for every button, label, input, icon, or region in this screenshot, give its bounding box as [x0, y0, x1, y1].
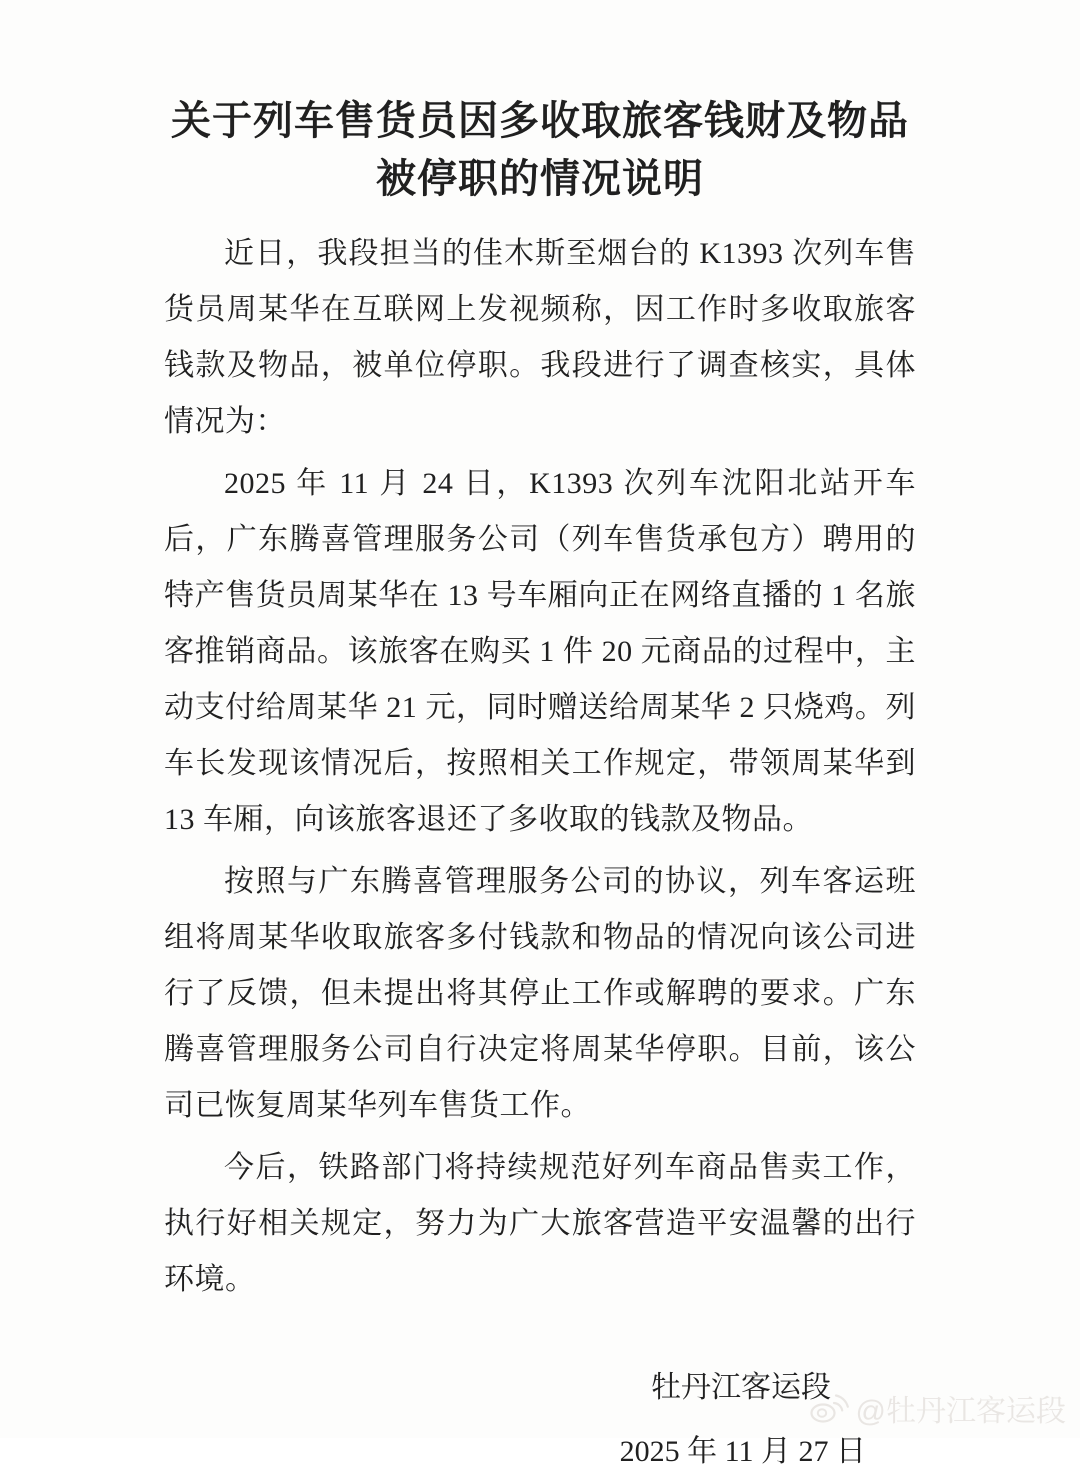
body-paragraph: 今后，铁路部门将持续规范好列车商品售卖工作，执行好相关规定，努力为广大旅客营造平安温馨的出行环境。	[164, 1151, 916, 1296]
signature-block	[164, 1356, 916, 1484]
document-body	[164, 226, 916, 1308]
signature: 牡丹江客运段	[651, 1371, 831, 1404]
body-paragraph: 2025 年 11 月 24 日，K1393 次列车沈阳北站开车后，广东腾喜管理服务公司（列车售货承包方）聘用的特产售货员周某华在 13 号车厢向正在网络直播的 1 名旅客推销商品。该旅客在购买 1 件 20 元商品的过程中，主动支付给周某华 21 元，同时赠送给周某华 2 只烧鸡。列车长发现该情况后，按照相关工作规定，带领周某华到 13 车厢，向该旅客退还了多收取的钱款及物品。	[164, 467, 916, 836]
document-title-line2: 被停职的情况说明	[376, 156, 704, 201]
weibo-watermark	[809, 1386, 1066, 1430]
document-content	[164, 0, 916, 1484]
weibo-icon	[809, 1392, 849, 1424]
body-paragraph: 按照与广东腾喜管理服务公司的协议，列车客运班组将周某华收取旅客多付钱款和物品的情况向该公司进行了反馈，但未提出将其停止工作或解聘的要求。广东腾喜管理服务公司自行决定将周某华停职。目前，该公司已恢复周某华列车售货工作。	[164, 865, 916, 1122]
body-paragraph: 近日，我段担当的佳木斯至烟台的 K1393 次列车售货员周某华在互联网上发视频称，因工作时多收取旅客钱款及物品，被单位停职。我段进行了调查核实，具体情况为：	[164, 237, 916, 438]
document-title	[164, 92, 916, 208]
document-title-line1: 关于列车售货员因多收取旅客钱财及物品	[171, 98, 909, 143]
watermark-handle: @牡丹江客运段	[855, 1395, 1066, 1428]
date: 2025 年 11 月 27 日	[619, 1435, 866, 1468]
